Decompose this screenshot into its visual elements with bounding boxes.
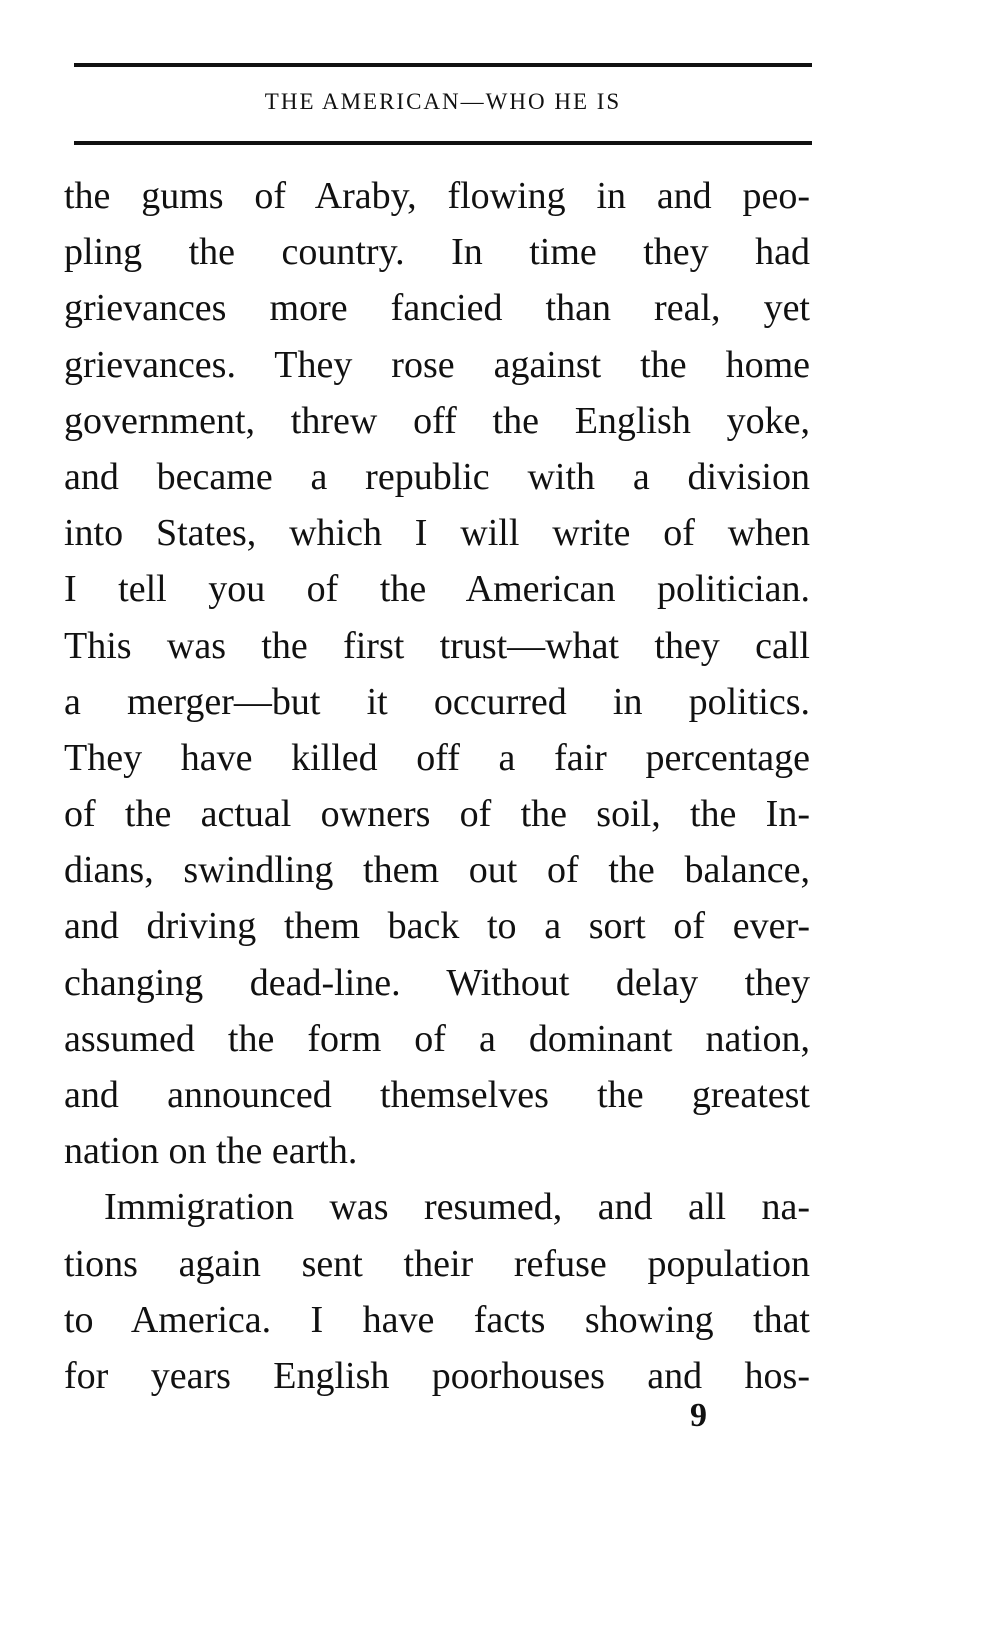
text-line: grievances more fancied than real, yet (64, 287, 810, 330)
text-line: dians, swindling them out of the balance, (64, 849, 810, 892)
text-line: pling the country. In time they had (64, 231, 810, 274)
text-line: assumed the form of a dominant nation, (64, 1017, 810, 1060)
text-line: tions again sent their refuse population (64, 1242, 810, 1285)
text-line: and announced themselves the greatest (64, 1074, 810, 1116)
body-text (64, 168, 810, 1404)
page-number: 9 (690, 1397, 707, 1434)
running-head: THE AMERICAN—WHO HE IS (264, 89, 622, 114)
text-line: the gums of Araby, flowing in and peo- (64, 175, 810, 217)
text-line: grievances. They rose against the home (64, 343, 810, 386)
paragraph (64, 168, 810, 1179)
text-line: a merger—but it occurred in politics. (64, 680, 810, 723)
text-line: They have killed off a fair percentage (64, 736, 810, 779)
text-line: of the actual owners of the soil, the In- (64, 793, 810, 836)
text-line: for years English poorhouses and hos- (64, 1354, 810, 1397)
text-line: to America. I have facts showing that (64, 1298, 810, 1341)
text-line: changing dead-line. Without delay they (64, 961, 810, 1004)
text-line: Immigration was resumed, and all na- (104, 1186, 810, 1229)
text-line: nation on the earth. (64, 1130, 358, 1173)
text-line: I tell you of the American politician. (64, 568, 810, 611)
header-rule-top (74, 63, 812, 67)
paragraph (64, 1179, 810, 1404)
text-line: and driving them back to a sort of ever- (64, 905, 810, 948)
text-line: into States, which I will write of when (64, 512, 810, 555)
text-line: This was the first trust—what they call (64, 624, 810, 667)
text-line: and became a republic with a division (64, 455, 810, 498)
header-rule-bottom (74, 141, 812, 145)
text-line: government, threw off the English yoke, (64, 399, 810, 442)
